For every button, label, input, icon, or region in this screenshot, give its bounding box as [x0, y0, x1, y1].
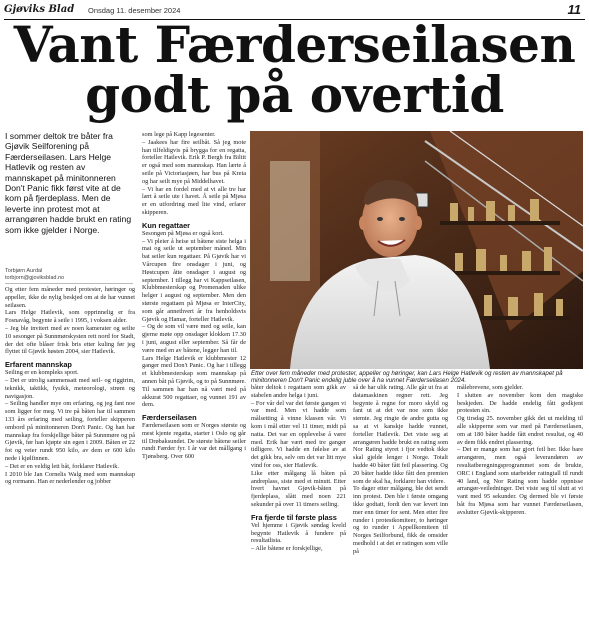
paragraph: målebrevene, som gjelder. — [457, 384, 524, 391]
column-2 — [142, 131, 246, 461]
subheading: Fra fjerde til første plass — [251, 512, 337, 522]
headline-line-2: godt på overtid — [85, 65, 504, 124]
paragraph: – Det er utrolig sammensatt med seil- og riggtrim, teknikk, taktikk, fysikk, meteorologi, strøm og navigasjon. — [5, 376, 135, 400]
column-4 — [353, 384, 448, 556]
paragraph: som lege på Kapp legesenter. — [142, 131, 216, 138]
column-1 — [5, 286, 135, 486]
byline-email: torbjorn@gjoviksblad.no — [5, 274, 65, 281]
paragraph: Og tirsdag 25. november gikk det ut melding til alle skipperne som var med på Færderseilasen, om at 180 båter hadde fått endret resultat, og 40 av dem fikk endret plassering. — [457, 415, 583, 446]
byline — [5, 268, 133, 282]
paragraph: Sesongen på Mjøsa er også kort. — [142, 229, 224, 237]
paragraph: – Det er mange som har gjort feil her. Ikke bare arrangøren, men også leverandøren av resultatberegningsprogrammet som de brukte, ORC i England som utarbeider ratingtall til rundt 40 land, og Nor Rating som hadde oppnisse arrangør-veiledninger. Det viste seg til slutt at vi vant med 95 sekunder. Og dermed ble vi første båt fra Mjøsa som har vunnet Færderseilasen, avslutter Gjøvik-skipperen. — [457, 446, 583, 516]
paragraph: Færderseilasen som er Norges største og mest kjente regatta, starter i Oslo og går til Drøbaksundet. De største båtene seiler rundt Færder fyr. I år var det mållgang i Tjønsberg. Over 600 — [142, 422, 246, 461]
paragraph: Lars Helge Hatlevik, som opprinnelig er fra Fosnavåg, begynte å seile i 1995, i voksen alder. — [5, 309, 135, 325]
paragraph: I 2010 ble Jan Cornelis Walg med som mannskap og rormann. Han er nederlender og jobber — [5, 470, 135, 486]
paragraph: Like etter målgang lå båten på andreplass, siste med et minutt. Etter hvert havnet Gjøvik-båten på fjerdeplass, slått med noen 221 sekunder på over 11 timers seiling. — [251, 469, 346, 508]
photo-caption: Etter over fem måneder med protester, appeller og høringer, kan Lars Helge Hatlevik og resten av mannskapet på minitonneren Don't Panic endelig juble over å ha vunnet Færderseilasen 2024. — [251, 370, 563, 385]
paragraph: – Jaakees har fire seilbåt. Så jeg mote han tilfeldigvis på brygga for en regatta, forteller Hatlevik. Erik P. Bergh fra Biltit er også med som mannskap. Han lærte å seile på Victoriasjøen, har bus på Kreta og har seilt mye på Middelhavet. — [142, 138, 246, 185]
column-3 — [251, 384, 346, 553]
paragraph: I slutten av november kom den magiske beskjeden. De hadde endelig fått godkjent protesten sin. — [457, 391, 583, 415]
column-5 — [457, 384, 583, 517]
paragraph: Lars Helge Hatlevik er klubbmester 12 ganger med Don't Panic. Og har i tillegg et klubbmesterskap som mannskap på annen båt på Gjøvik, og to på Sunnmøre. Til sammen har han nå vært med på akkurat 500 regattaer, og vunnet 191 av dem. — [142, 354, 246, 409]
paragraph: Seiling er en kompleks sport. — [5, 369, 79, 377]
divider — [5, 283, 133, 284]
paragraph: To dager etter målgang, ble det sendt inn protest. Den ble i første omgang ikke godtatt, fordi den var levert inn mer enn timer for sent. Men etter fire runder i protestkomiteer, to høringer og to runder i Appellkomiteen til Norges Seilforbund, fikk de omsider medhold i at det er ratingen som ville på — [353, 485, 448, 555]
paragraph: båter deltok i regattaen som gikk av stabelen andre helga i juni. — [251, 384, 346, 399]
photo-illustration — [250, 131, 583, 369]
subheading: Erfarent mannskap — [5, 360, 72, 370]
subheading: Kun regattaer — [142, 220, 191, 230]
paragraph: – Vi pleier å heise ut båtene siste helga i mai og seile ut september måned. Min bat seiler kun regattaer. På Gjøvik har vi Vårcupen fire onsdager i juni, og Høstcupen åtte onsdager i august og september. I tillegg har vi Kappseilasen, Klubbmesterskap og Promenaden ulike helger i august og september. Men den største regattaen på Mjøsa er InterCity, som går annethvert år fra henholdsvis Gjøvik og Hamar, forteller Hatlevik. — [142, 237, 246, 323]
subheading: Færderseilasen — [142, 413, 197, 423]
paragraph: – For vår del var det første gangen vi var med. Men vi hadde som målsetting å vinne klassen vår. Vi kom i mål etter vel 11 timer, midt på natta. Det var en opplevelse å være med. Erik har vært med tre ganger tidligere. Vi hadde en følelse av at det gikk bra, selv om det var litt mye vind for oss, sier Hatlevik. — [251, 399, 346, 469]
paragraph: – Det er en veldig lett båt, forklarer Hatlevik. — [5, 462, 119, 470]
article-ingress: I sommer deltok tre båter fra Gjøvik Seilforening på Færderseilasen. Lars Helge Hatlevik og resten av mannskapet på minitonneren Don't Panic fikk først vite at de kom på fjerdeplass. Men de leverte inn protest mot at arrangøren hadde brukt en rating som ikke gjelder i Norge. — [5, 131, 132, 235]
paragraph: – Vi har en fordel med at vi alle tre har lært å seile ute i havet. Å seile på Mjøsa er en utfordring med lite vind, erfarer skipperen. — [142, 185, 246, 216]
byline-name: Torbjørn Aurdal — [5, 268, 43, 274]
paragraph: Vel hjemme i Gjøvik søndag kveld begynte Hatlevik å fundere på resultatlista. — [251, 521, 346, 545]
page-number: 11 — [567, 2, 581, 17]
paragraph: – Jeg ble invitert med av noen kamerater og seilte 10 sesonger på Sunnmørskysten rett nord for Stadt, der det ofte blåser frisk bris etter kuling før jeg flyttet til Gjøvik høsten 2004, sier Hatlevik. — [5, 324, 135, 356]
paragraph: så de har ulik rating. Alle går ut fra at datamaskinen regner rett. Jeg begynte å regne for moro skyld og fant ut at det var noe som ikke stemte. Jeg ringte de andre gutta og sa at vi kanskje hadde vunnet, forteller Hatlevik. Det viste seg at arrangøren hadde brukt en rating som Nor Rating styret i fjor vedtok ikke skal gjelde lenger i Norge. Totalt hadde 40 båter fått feil plassering. Og 20 båter hadde ikke fått den premien som de skal ha, forklarer han videre. — [353, 384, 448, 485]
paragraph: Og etter fem måneder med protester, høringer og appeller, ikke de nylig beskjed om at de har vunnet seilasen. — [5, 286, 135, 309]
newspaper-name: Gjøviks Blad — [4, 4, 75, 15]
issue-date: Onsdag 11. desember 2024 — [88, 6, 181, 15]
paragraph: – Alle båtene er forskjellige, — [251, 545, 323, 553]
article-photo — [250, 131, 583, 369]
headline — [0, 15, 589, 124]
headline-line-1: Vant Færderseilasen — [13, 15, 576, 74]
paragraph: – Seiling handler mye om erfaring, og jeg fant noe som ligger for meg. Vi tre på båten har til sammen 133 års erfaring med seiling, forteller skipperen ombord på minitonneren Don't Panic. Og han har mannskap fra forskjellige båter på Sunnmøre og på Gjøvik, før han kjøpte sin egen i 2009. Båten er 22 fot og veier rundt 950 kilo, av dem er 600 kilo nede i kjølfinnen. — [5, 400, 135, 462]
paragraph: – Og de som vil være med og seile, kan gjerne møte opp onsdager klokken 17.30 i juni, august eller september. Så får de være med en av båtene, legger han til. — [142, 323, 246, 354]
